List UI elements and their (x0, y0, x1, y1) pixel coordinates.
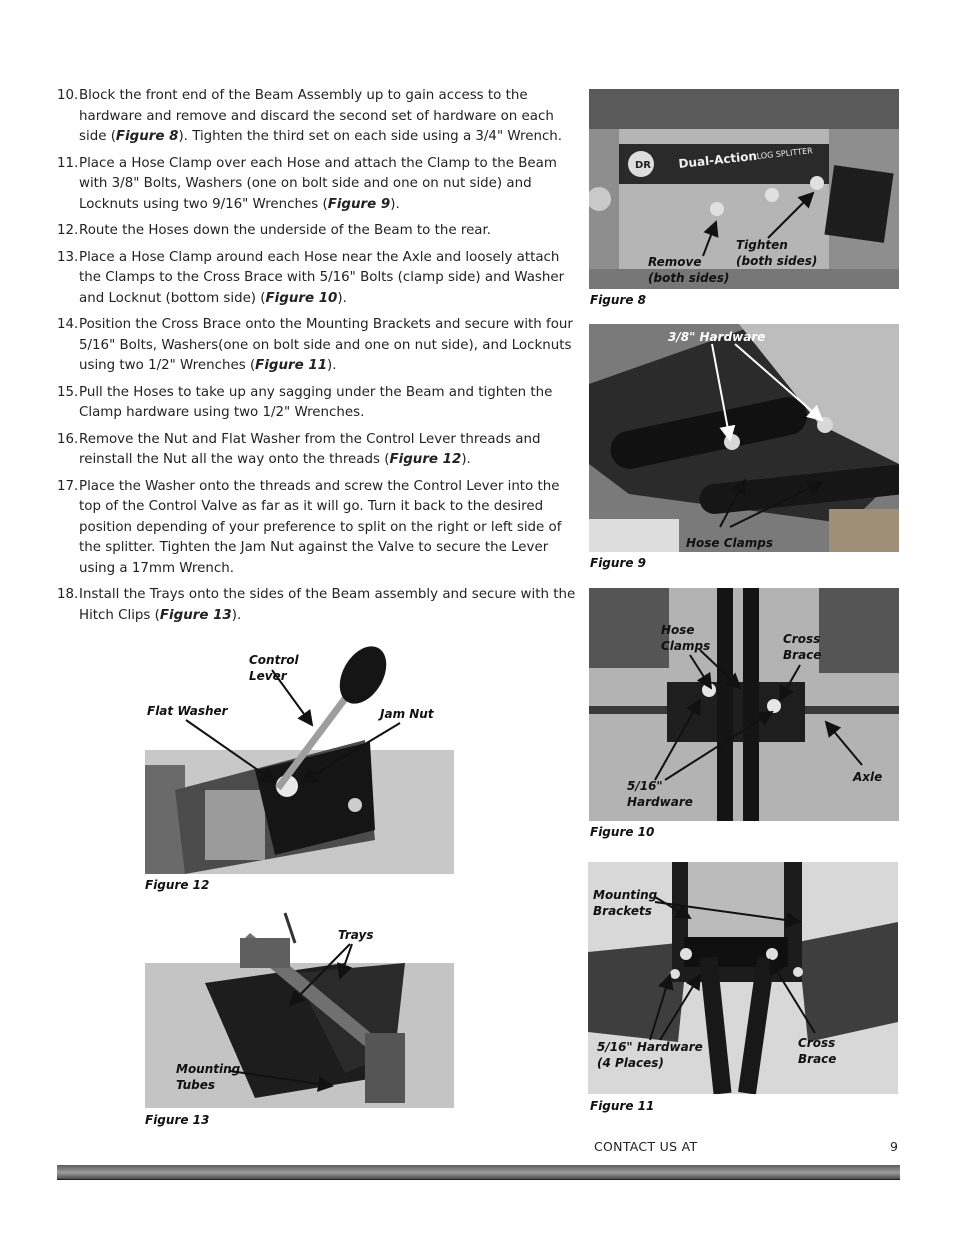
step-text-main: Place a Hose Clamp over each Hose and attach the Clamp to the Beam with 3/8" Bolts, Washers (one on bolt side and one on nut side) and Locknuts using two 9/16" Wrenches ( (79, 155, 557, 212)
footer-contact-text: CONTACT US AT (594, 1139, 698, 1154)
footer-rule (57, 1165, 900, 1180)
step-item (57, 315, 579, 377)
figure-reference: Figure 8 (115, 129, 179, 144)
step-text-main: Pull the Hoses to take up any sagging under the Beam and tighten the Clamp hardware using two 1/2" Wrenches. (79, 384, 553, 420)
fig12-label-jamnut: Jam Nut (380, 707, 434, 721)
fig8-logo-badge: DR (635, 160, 652, 171)
fig13-label-tubes: Mounting Tubes (176, 1062, 241, 1092)
step-text-main: Position the Cross Brace onto the Mounting Brackets and secure with four 5/16" Bolts, Washers(one on bolt side and one on nut side), and Locknuts using two 1/2" Wrenches ( (79, 317, 573, 373)
step-text-main: Place the Washer onto the threads and screw the Control Lever into the top of the Control Valve as far as it will go. Turn it back to the desired position depending of your preference to split on the right or left side of the splitter. Tighten the Jam Nut against the Valve to secure the Lever using a 17mm Wrench. (79, 478, 562, 576)
step-number: 12. (57, 223, 79, 238)
figure-10-caption: Figure 10 (590, 825, 655, 839)
step-number: 11. (57, 155, 79, 171)
step-text-main: Remove the Nut and Flat Washer from the Control Lever threads and reinstall the Nut all the way onto the threads ( (79, 431, 541, 467)
fig9-label-hardware: 3/8" Hardware (668, 330, 766, 344)
fig8-label-remove: Remove (both sides) (648, 255, 730, 285)
figure-reference: Figure 13 (159, 607, 232, 623)
step-text-end: ). (231, 607, 242, 623)
figure-12-caption: Figure 12 (145, 878, 210, 892)
step-text-end: ). (327, 358, 337, 373)
fig8-logo-text: Dual-Action (677, 148, 758, 171)
fig12-label-washer: Flat Washer (147, 704, 228, 718)
figure-reference: Figure 10 (265, 290, 338, 306)
step-text (79, 154, 579, 216)
figure-reference: Figure 9 (327, 196, 391, 212)
step-number: 18. (57, 587, 79, 602)
step-item (57, 248, 579, 310)
step-text-end: ). (337, 290, 347, 306)
step-number: 14. (57, 317, 79, 332)
fig10-label-axle: Axle (853, 770, 883, 784)
figure-reference: Figure 11 (255, 358, 328, 373)
step-text-end: ). (390, 196, 400, 212)
step-item (57, 86, 579, 148)
figure-9-photo (589, 324, 899, 552)
fig13-label-trays: Trays (338, 928, 374, 942)
fig12-label-lever: Control Lever (249, 653, 299, 683)
figure-8-caption: Figure 8 (590, 293, 647, 307)
step-item (57, 477, 579, 580)
step-text (79, 86, 579, 148)
step-item (57, 585, 579, 626)
page-number: 9 (890, 1139, 898, 1154)
step-number: 13. (57, 249, 79, 265)
step-text-main: Install the Trays onto the sides of the Beam assembly and secure with the Hitch Clips ( (79, 587, 576, 623)
figure-9-caption: Figure 9 (590, 556, 647, 570)
step-text-end: ). (461, 452, 471, 467)
step-item (57, 383, 579, 424)
step-number: 17. (57, 478, 79, 494)
fig10-label-clamps: Hose Clamps (661, 623, 711, 653)
step-number: 10. (57, 88, 79, 103)
fig11-label-brackets: Mounting Brackets (593, 888, 658, 918)
step-text (79, 430, 579, 471)
figure-reference: Figure 12 (389, 452, 462, 467)
step-text (79, 248, 579, 310)
step-text-main: Route the Hoses down the underside of the Beam to the rear. (79, 223, 492, 238)
figure-11-caption: Figure 11 (590, 1099, 655, 1113)
fig11-label-brace: Cross Brace (798, 1036, 837, 1066)
step-number: 16. (57, 431, 79, 447)
step-text (79, 221, 579, 242)
fig8-label-tighten: Tighten (both sides) (736, 238, 818, 268)
instruction-steps (57, 86, 579, 632)
fig10-label-brace: Cross Brace (783, 632, 822, 662)
step-item (57, 430, 579, 471)
step-item (57, 154, 579, 216)
fig11-label-hardware: 5/16" Hardware (4 Places) (597, 1040, 703, 1070)
step-text (79, 315, 579, 377)
step-text-end: ). Tighten the third set on each side using a 3/4" Wrench. (178, 129, 563, 144)
step-number: 15. (57, 384, 79, 400)
step-text (79, 383, 579, 424)
fig10-label-hardware: 5/16" Hardware (627, 779, 693, 809)
fig9-label-clamps: Hose Clamps (686, 536, 773, 550)
step-text-main: Place a Hose Clamp around each Hose near the Axle and loosely attach the Clamps to the Cross Brace with 5/16" Bolts (clamp side) and Washer and Locknut (bottom side) ( (79, 249, 565, 306)
fig8-logo-sub: LOG SPLITTER (756, 146, 814, 161)
step-item (57, 221, 579, 242)
step-text (79, 585, 579, 626)
figure-13-caption: Figure 13 (145, 1113, 210, 1127)
step-text (79, 477, 579, 580)
step-text-main: Block the front end of the Beam Assembly up to gain access to the hardware and remove and discard the second set of hardware on each side ( (79, 88, 554, 144)
